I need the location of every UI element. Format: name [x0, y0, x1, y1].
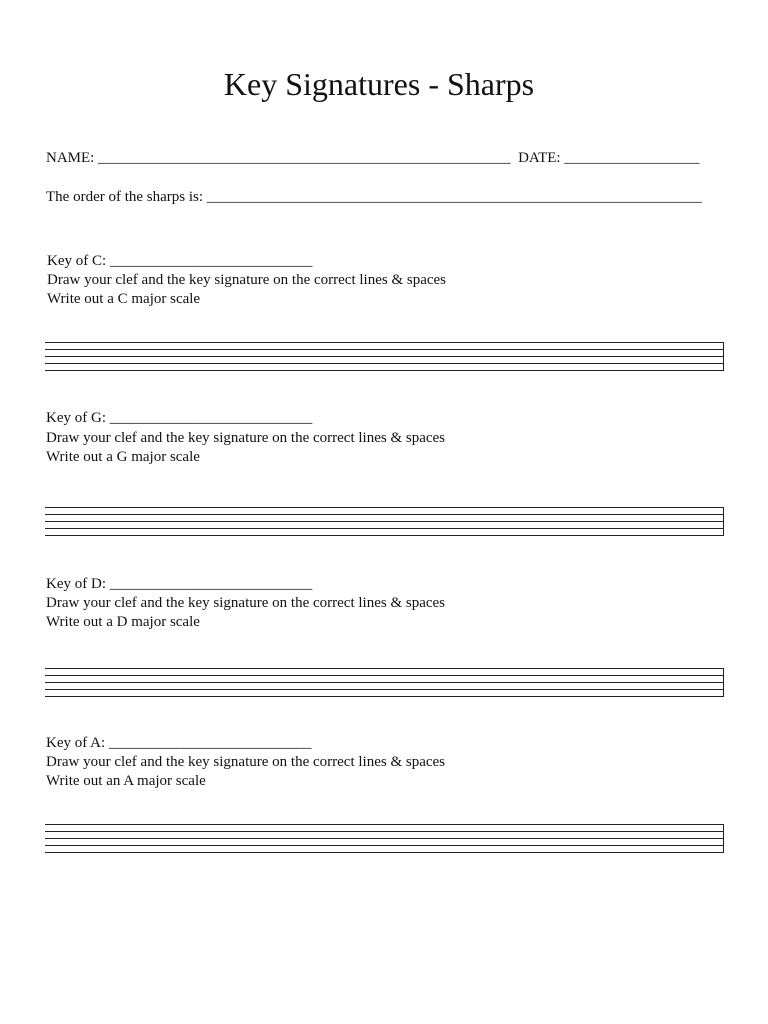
staff-line: [45, 507, 724, 508]
staff-line: [45, 696, 724, 697]
key-row: [46, 734, 311, 753]
staff-line: [45, 838, 724, 839]
staff-line: [45, 356, 724, 357]
sharps-order-row: [46, 188, 702, 207]
bar-line: [723, 668, 724, 697]
key-label: Key of A:: [46, 735, 106, 751]
date-field[interactable]: __________________: [564, 150, 700, 166]
key-label: Key of C:: [47, 253, 107, 269]
staff-line: [45, 852, 724, 853]
music-staff[interactable]: [45, 668, 724, 696]
staff-line: [45, 514, 724, 515]
scale-instruction: Write out a C major scale: [47, 291, 201, 307]
date-label: DATE:: [518, 150, 561, 166]
staff-line: [45, 689, 724, 690]
staff-line: [45, 363, 724, 364]
staff-line: [45, 831, 724, 832]
name-row: [46, 149, 699, 168]
clef-instruction: Draw your clef and the key signature on the correct lines & spaces: [47, 272, 447, 288]
staff-line: [45, 845, 724, 846]
key-label: Key of D:: [46, 576, 106, 592]
bar-line: [723, 507, 724, 536]
key-answer-field[interactable]: ___________________________: [109, 410, 313, 426]
staff-line: [45, 682, 724, 683]
music-staff[interactable]: [45, 507, 724, 535]
staff-line: [45, 528, 724, 529]
key-row: [47, 252, 312, 271]
staff-line: [45, 370, 724, 371]
staff-line: [45, 342, 724, 343]
key-row: [46, 575, 312, 594]
key-label: Key of G:: [46, 410, 106, 426]
key-row: [46, 409, 312, 428]
scale-instruction: Write out a G major scale: [46, 449, 200, 465]
worksheet-title: Key Signatures - Sharps: [223, 66, 535, 102]
staff-line: [45, 521, 724, 522]
sharps-order-field[interactable]: __________________________________________________________________: [206, 189, 702, 205]
staff-line: [45, 535, 724, 536]
music-staff[interactable]: [45, 824, 724, 852]
clef-instruction: Draw your clef and the key signature on the correct lines & spaces: [46, 595, 446, 611]
sharps-order-label: The order of the sharps is:: [46, 189, 204, 205]
clef-instruction: Draw your clef and the key signature on the correct lines & spaces: [46, 430, 446, 446]
scale-instruction: Write out a D major scale: [46, 614, 200, 630]
music-staff[interactable]: [45, 342, 724, 370]
name-label: NAME:: [46, 150, 95, 166]
scale-instruction: Write out an A major scale: [46, 773, 206, 789]
staff-line: [45, 349, 724, 350]
clef-instruction: Draw your clef and the key signature on the correct lines & spaces: [46, 754, 446, 770]
bar-line: [723, 342, 724, 371]
key-answer-field[interactable]: ___________________________: [108, 735, 312, 751]
staff-line: [45, 675, 724, 676]
bar-line: [723, 824, 724, 853]
staff-line: [45, 668, 724, 669]
staff-line: [45, 824, 724, 825]
name-field[interactable]: _______________________________________________________: [98, 150, 511, 166]
key-answer-field[interactable]: ___________________________: [109, 253, 313, 269]
key-answer-field[interactable]: ___________________________: [109, 576, 313, 592]
